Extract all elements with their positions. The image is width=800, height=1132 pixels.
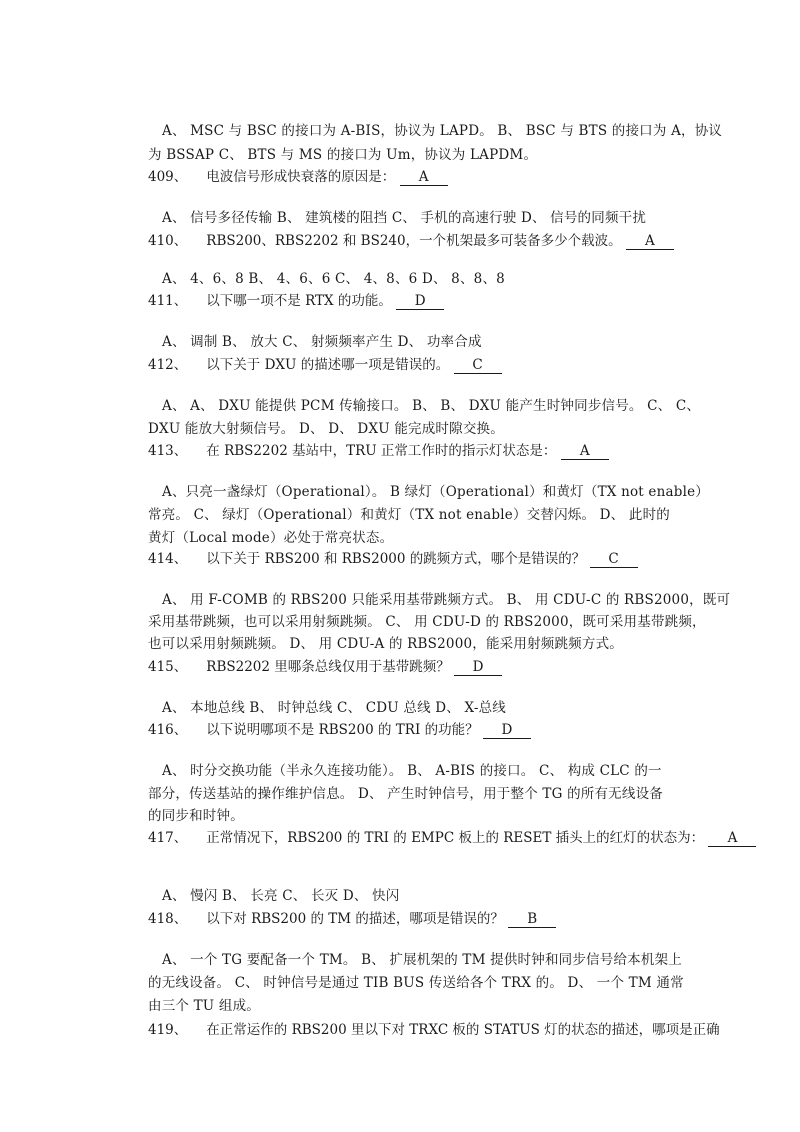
question-419 <box>148 1018 720 1042</box>
question-text: RBS200、RBS2202 和 BS240，一个机架最多可装备多少个载波。 <box>206 233 622 249</box>
option-line: 部分，传送基站的操作维护信息。 D、 产生时钟信号，用于整个 TG 的所有无线设备 <box>148 786 663 802</box>
question-417 <box>148 826 738 850</box>
answer-blank: D <box>454 659 502 676</box>
question-number: 411、 <box>148 293 188 309</box>
option-line: A、 时分交换功能（半永久连接功能）。 B、 A-BIS 的接口。 C、 构成 CLC 的一 <box>162 763 662 779</box>
option-line: A、 一个 TG 要配备一个 TM。 B、 扩展机架的 TM 提供时钟和同步信号给本机架上 <box>162 952 682 968</box>
question-number: 415、 <box>148 659 188 675</box>
option-line: A、 MSC 与 BSC 的接口为 A-BIS，协议为 LAPD。 B、 BSC 与 BTS 的接口为 A，协议 <box>162 123 723 139</box>
option-line: 也可以采用射频跳频。 D、 用 CDU-A 的 RBS2000，能采用射频跳频方式。 <box>148 636 623 652</box>
question-text: 正常情况下，RBS200 的 TRI 的 EMPC 板上的 RESET 插头上的红灯的状态为： <box>206 830 705 846</box>
option-line: A、只亮一盏绿灯（Operational）。 B 绿灯（Operational）和黄灯（TX not enable） <box>162 484 709 500</box>
question-number: 409、 <box>148 169 188 185</box>
question-number: 414、 <box>148 551 188 567</box>
answer-blank: B <box>508 911 556 928</box>
question-409 <box>148 165 688 189</box>
question-number: 419、 <box>148 1022 188 1038</box>
question-418 <box>148 907 688 931</box>
question-410 <box>148 229 688 253</box>
answer-blank: C <box>454 357 502 374</box>
option-line: A、 4、6、8 B、 4、6、6 C、 4、8、6 D、 8、8、8 <box>162 271 505 287</box>
option-line: A、 本地总线 B、 时钟总线 C、 CDU 总线 D、 X-总线 <box>162 700 506 716</box>
question-number: 412、 <box>148 357 188 373</box>
option-line: 由三个 TU 组成。 <box>148 998 260 1014</box>
option-line: A、 调制 B、 放大 C、 射频频率产生 D、 功率合成 <box>162 334 482 350</box>
question-text: 以下关于 RBS200 和 RBS2000 的跳频方式，哪个是错误的？ <box>206 551 586 567</box>
question-413 <box>148 439 688 463</box>
option-line: A、 慢闪 B、 长亮 C、 长灭 D、 快闪 <box>162 888 400 904</box>
question-416 <box>148 718 688 742</box>
answer-blank: A <box>561 443 609 460</box>
option-line: DXU 能放大射频信号。 D、 D、 DXU 能完成时隙交换。 <box>148 421 504 437</box>
question-411 <box>148 289 688 313</box>
question-number: 413、 <box>148 443 188 459</box>
option-line: 的无线设备。 C、 时钟信号是通过 TIB BUS 传送给各个 TRX 的。 D、 一个 TM 通常 <box>148 975 684 991</box>
question-415 <box>148 655 688 679</box>
question-text: 以下关于 DXU 的描述哪一项是错误的。 <box>206 357 450 373</box>
option-line: 常亮。 C、 绿灯（Operational）和黄灯（TX not enable）交替闪烁。 D、 此时的 <box>148 507 670 523</box>
answer-blank: D <box>396 293 444 310</box>
option-line: 的同步和时钟。 <box>148 808 244 824</box>
question-text: RBS2202 里哪条总线仅用于基带跳频？ <box>206 659 450 675</box>
question-text: 在 RBS2202 基站中，TRU 正常工作时的指示灯状态是： <box>206 443 557 459</box>
question-412 <box>148 353 688 377</box>
question-414 <box>148 547 688 571</box>
option-line: A、 用 F-COMB 的 RBS200 只能采用基带跳频方式。 B、 用 CDU-C 的 RBS2000，既可 <box>162 592 731 608</box>
option-line: 黄灯（Local mode）必处于常亮状态。 <box>148 530 394 546</box>
answer-blank: A <box>708 830 756 847</box>
question-number: 417、 <box>148 830 188 846</box>
question-number: 416、 <box>148 722 188 738</box>
option-line: A、 A、 DXU 能提供 PCM 传输接口。 B、 B、 DXU 能产生时钟同步信号。 C、 C、 <box>162 398 701 414</box>
question-text: 在正常运作的 RBS200 里以下对 TRXC 板的 STATUS 灯的状态的描述，哪项是正确 <box>206 1022 720 1038</box>
question-text: 以下说明哪项不是 RBS200 的 TRI 的功能？ <box>206 722 479 738</box>
option-line: A、 信号多径传输 B、 建筑楼的阻挡 C、 手机的高速行驶 D、 信号的同频干扰 <box>162 210 647 226</box>
answer-blank: C <box>590 551 638 568</box>
option-line: 采用基带跳频，也可以采用射频跳频。 C、 用 CDU-D 的 RBS2000，既可采用基带跳频， <box>148 614 706 630</box>
question-text: 以下哪一项不是 RTX 的功能。 <box>206 293 392 309</box>
answer-blank: D <box>483 722 531 739</box>
answer-blank: A <box>626 233 674 250</box>
answer-blank: A <box>400 169 448 186</box>
question-number: 418、 <box>148 911 188 927</box>
option-line: 为 BSSAP C、 BTS 与 MS 的接口为 Um，协议为 LAPDM。 <box>148 147 538 163</box>
question-number: 410、 <box>148 233 188 249</box>
question-text: 以下对 RBS200 的 TM 的描述，哪项是错误的？ <box>206 911 504 927</box>
question-text: 电波信号形成快衰落的原因是： <box>206 169 396 185</box>
